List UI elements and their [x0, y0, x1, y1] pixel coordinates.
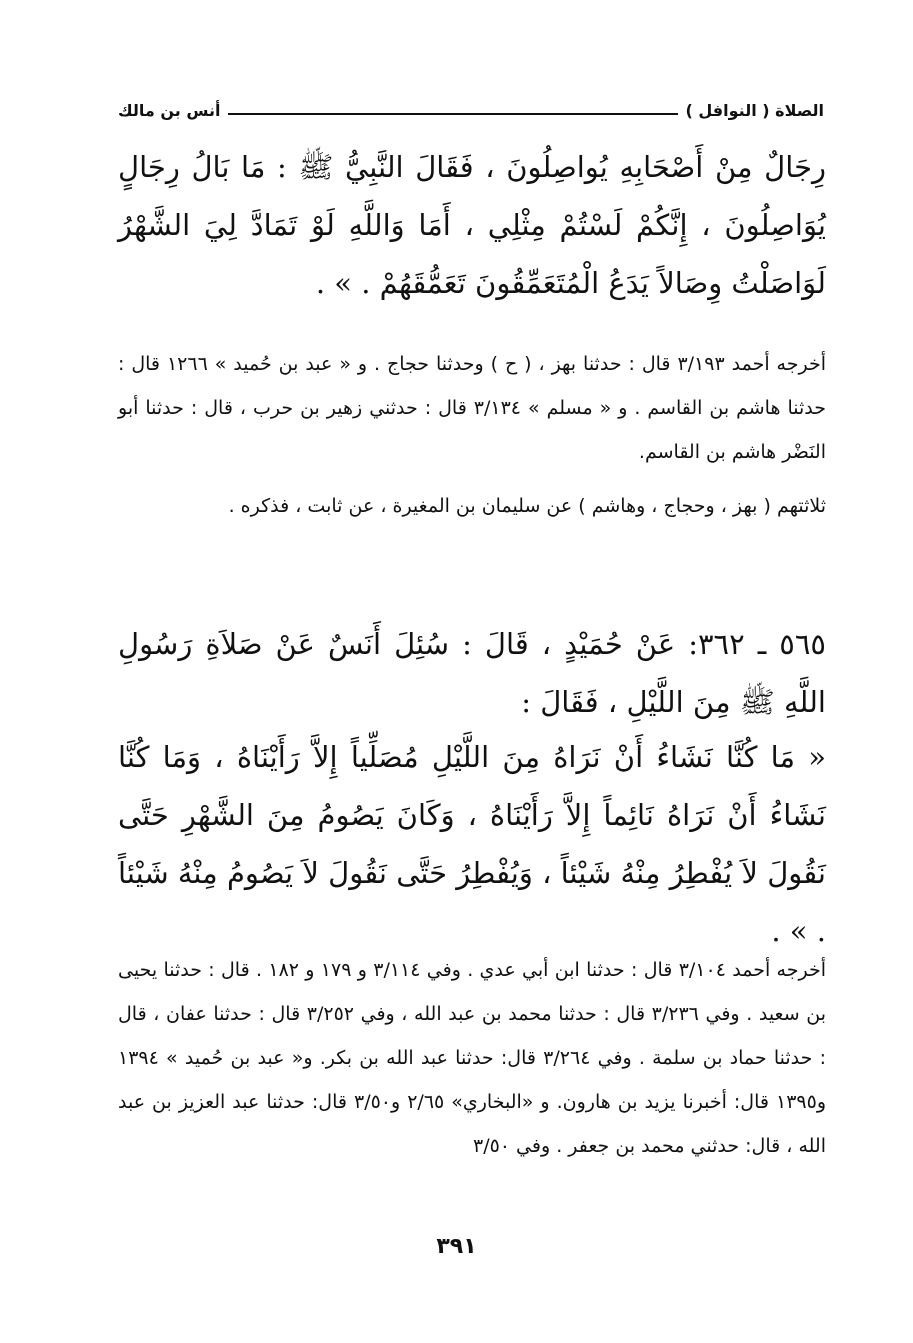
running-header — [118, 96, 824, 124]
takhrij-paragraph-2: ثلاثتهم ( بهز ، وحجاج ، وهاشم ) عن سليمان بن المغيرة ، عن ثابت ، فذكره . — [228, 495, 826, 517]
takhrij-paragraph-1: أخرجه أحمد ٣/١٩٣ قال : حدثنا بهز ، ( ح ) وحدثنا حجاج . و « عبد بن حُميد » ١٢٦٦ قال : حدثنا هاشم بن القاسم . و « مسلم » ٣/١٣٤ قال : حدثني زهير بن حرب ، قال : حدثنا أبو النَضْر هاشم بن القاسم. — [118, 353, 826, 463]
header-chapter: الصلاة ( النوافل ) — [685, 100, 824, 120]
page-number: ٣٩١ — [436, 1234, 477, 1259]
takhrij-paragraph-3: أخرجه أحمد ٣/١٠٤ قال : حدثنا ابن أبي عدي . وفي ٣/١١٤ و ١٧٩ و ١٨٢ . قال : حدثنا يحيى بن سعيد . وفي ٣/٢٣٦ قال : حدثنا محمد بن عبد الله ، وفي ٣/٢٥٢ قال : حدثنا عفان ، قال : حدثنا حماد بن سلمة . وفي ٣/٢٦٤ قال: حدثنا عبد الله بن بكر. و« عبد بن حُميد » ١٣٩٤ و١٣٩٥ قال: أخبرنا يزيد بن هارون. و «البخاري» ٢/٦٥ و٣/٥٠ قال: حدثنا عبد العزيز بن عبد الله ، قال: حدثني محمد بن جعفر . وفي ٣/٥٠ — [118, 959, 827, 1157]
hadith-text: « مَا كُنَّا نَشَاءُ أَنْ نَرَاهُ مِنَ اللَّيْلِ مُصَلِّياً إِلاَّ رَأَيْنَاهُ ، وَمَا كُنَّا نَشَاءُ أَنْ نَرَاهُ نَائِماً إِلاَّ رَأَيْنَاهُ ، وَكَانَ يَصُومُ مِنَ الشَّهْرِ حَتَّى نَقُولَ لاَ يُفْطِرُ مِنْهُ شَيْئاً ، وَيُفْطِرُ حَتَّى نَقُولَ لاَ يَصُومُ مِنْهُ شَيْئاً . » . — [118, 740, 826, 948]
hadith-continuation: رِجَالٌ مِنْ أَصْحَابِهِ يُواصِلُونَ ، فَقَالَ النَّبِيُّ ﷺ : مَا بَالُ رِجَالٍ يُوَاصِلُونَ ، إِنَّكُمْ لَسْتُمْ مِثْلِي ، أَمَا وَاللَّهِ لَوْ تَمَادَّ لِيَ الشَّهْرُ لَوَاصَلْتُ وِصَالاً يَدَعُ الْمُتَعَمِّقُونَ تَعَمُّقَهُمْ . » . — [118, 150, 826, 300]
header-rule — [228, 113, 677, 115]
header-narrator: أنس بن مالك — [118, 100, 221, 120]
hadith-heading: ٥٦٥ ـ ٣٦٢: عَنْ حُمَيْدٍ ، قَالَ : سُئِلَ أَنَسٌ عَنْ صَلاَةِ رَسُولِ اللَّهِ ﷺ مِنَ اللَّيْلِ ، فَقَالَ : — [118, 627, 826, 719]
